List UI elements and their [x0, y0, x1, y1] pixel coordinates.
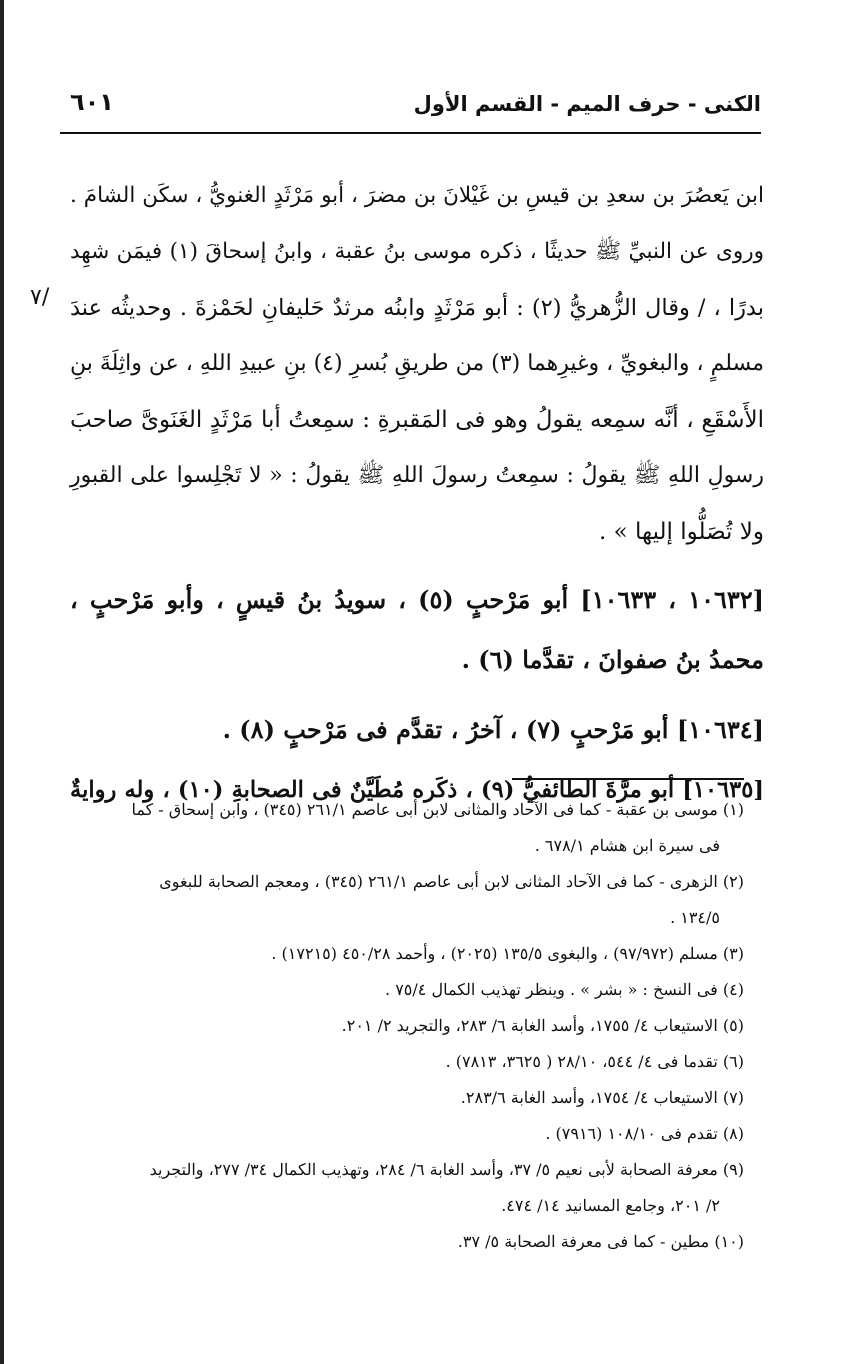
body-line: وروى عن النبيِّ ﷺ حديثًا ، ذكره موسى بنُ عقبة ، وابنُ إسحاقَ (١) فيمَن شهِد	[70, 239, 764, 264]
footnote-continuation: ٢/ ٢٠١، وجامع المسانيد ١٤/ ٤٧٤.	[501, 1196, 720, 1215]
footnote: (٣) مسلم (٩٧/٩٧٢) ، والبغوى ١٣٥/٥ (٢٠٢٥) ، وأحمد ٤٥٠/٢٨ (١٧٢١٥) .	[271, 944, 744, 963]
entry-heading: [١٠٦٣٤] أبو مَرْحبٍ (٧) ، آخرُ ، تقدَّم فى مَرْحبٍ (٨) .	[222, 715, 764, 744]
body-line: بدرًا ، / وقال الزُّهريُّ (٢) : أبو مَرْثَدٍ وابنُه مرثدٌ حَليفانِ لحَمْزةَ . وحديثُه عندَ	[70, 295, 765, 321]
body-line: مسلمٍ ، والبغويِّ ، وغيرِهما (٣) من طريقِ بُسرِ (٤) بنِ عبيدِ اللهِ ، عن واثِلَةَ بنِ	[70, 351, 764, 376]
footnote: (٢) الزهرى - كما فى الآحاد المثانى لابن أبى عاصم ٢٦١/١ (٣٤٥) ، ومعجم الصحابة للبغوى	[159, 872, 744, 891]
footnote: (٥) الاستيعاب ٤/ ١٧٥٥، وأسد الغابة ٦/ ٢٨٣، والتجريد ٢/ ٢٠١.	[341, 1016, 744, 1035]
body-line: ولا تُصَلُّوا إليها » .	[598, 519, 764, 545]
body-line: ابن يَعصُرَ بن سعدِ بن قيسِ بن غَيْلانَ بن مضرَ ، أبو مَرْثَدٍ الغنويُّ ، سكَن الشامَ .	[70, 183, 764, 208]
running-header	[60, 84, 761, 128]
footnote: (٤) فى النسخ : « بشر » . وينظر تهذيب الكمال ٧٥/٤ .	[385, 980, 744, 999]
body-line: رسولِ اللهِ ﷺ يقولُ : سمِعتُ رسولَ اللهِ ﷺ يقولُ : « لا تَجْلِسوا على القبورِ	[70, 463, 764, 488]
body-line: الأَسْقَعِ ، أنَّه سمِعه يقولُ وهو فى المَقبرةِ : سمِعتُ أبا مَرْثَدٍ الغَنَوىَّ صاحبَ	[70, 407, 764, 433]
footnote: (١) موسى بن عقبة - كما فى الآحاد والمثانى لابن أبى عاصم ٢٦١/١ (٣٤٥) ، وابن إسحاق - كما	[131, 800, 744, 819]
footnote-continuation: ١٣٤/٥ .	[670, 908, 720, 927]
header-title: الكنى - حرف الميم - القسم الأول	[413, 92, 761, 116]
footnote: (١٠) مطين - كما فى معرفة الصحابة ٥/ ٣٧.	[457, 1232, 744, 1251]
entry-heading: محمدُ بنُ صفوانَ ، تقدَّما (٦) .	[461, 645, 764, 674]
entry-heading: [١٠٦٣٥] أبو مرَّةَ الطائفيُّ (٩) ، ذكَره مُطَيَّنٌ فى الصحابةِ (١٠) ، وله روايةٌ	[70, 777, 765, 803]
entry-heading: [١٠٦٣٢ ، ١٠٦٣٣] أبو مَرْحبٍ (٥) ، سويدُ بنُ قيسٍ ، وأبو مَرْحبٍ ،	[70, 585, 764, 614]
main-text	[70, 168, 764, 820]
page-edge-shadow	[0, 0, 4, 1364]
footnotes	[62, 792, 744, 1260]
footnote: (٨) تقدم فى ١٠٨/١٠ (٧٩١٦) .	[545, 1124, 744, 1143]
footnote: (٧) الاستيعاب ٤/ ١٧٥٤، وأسد الغابة ٢٨٣/٦.	[460, 1088, 744, 1107]
page-number: ٦٠١	[70, 88, 114, 116]
footnote-continuation: فى سيرة ابن هشام ٦٧٨/١ .	[534, 836, 720, 855]
footnote-separator	[512, 778, 744, 780]
footnote: (٩) معرفة الصحابة لأبى نعيم ٥/ ٣٧، وأسد الغابة ٦/ ٢٨٤، وتهذيب الكمال ٣٤/ ٢٧٧، والتجريد	[149, 1160, 744, 1179]
header-rule	[60, 132, 761, 134]
margin-volume-marker: ٧/	[30, 285, 50, 310]
footnote: (٦) تقدما فى ٤/ ٥٤٤، ٢٨/١٠ ( ٣٦٢٥، ٧٨١٣) .	[445, 1052, 744, 1071]
